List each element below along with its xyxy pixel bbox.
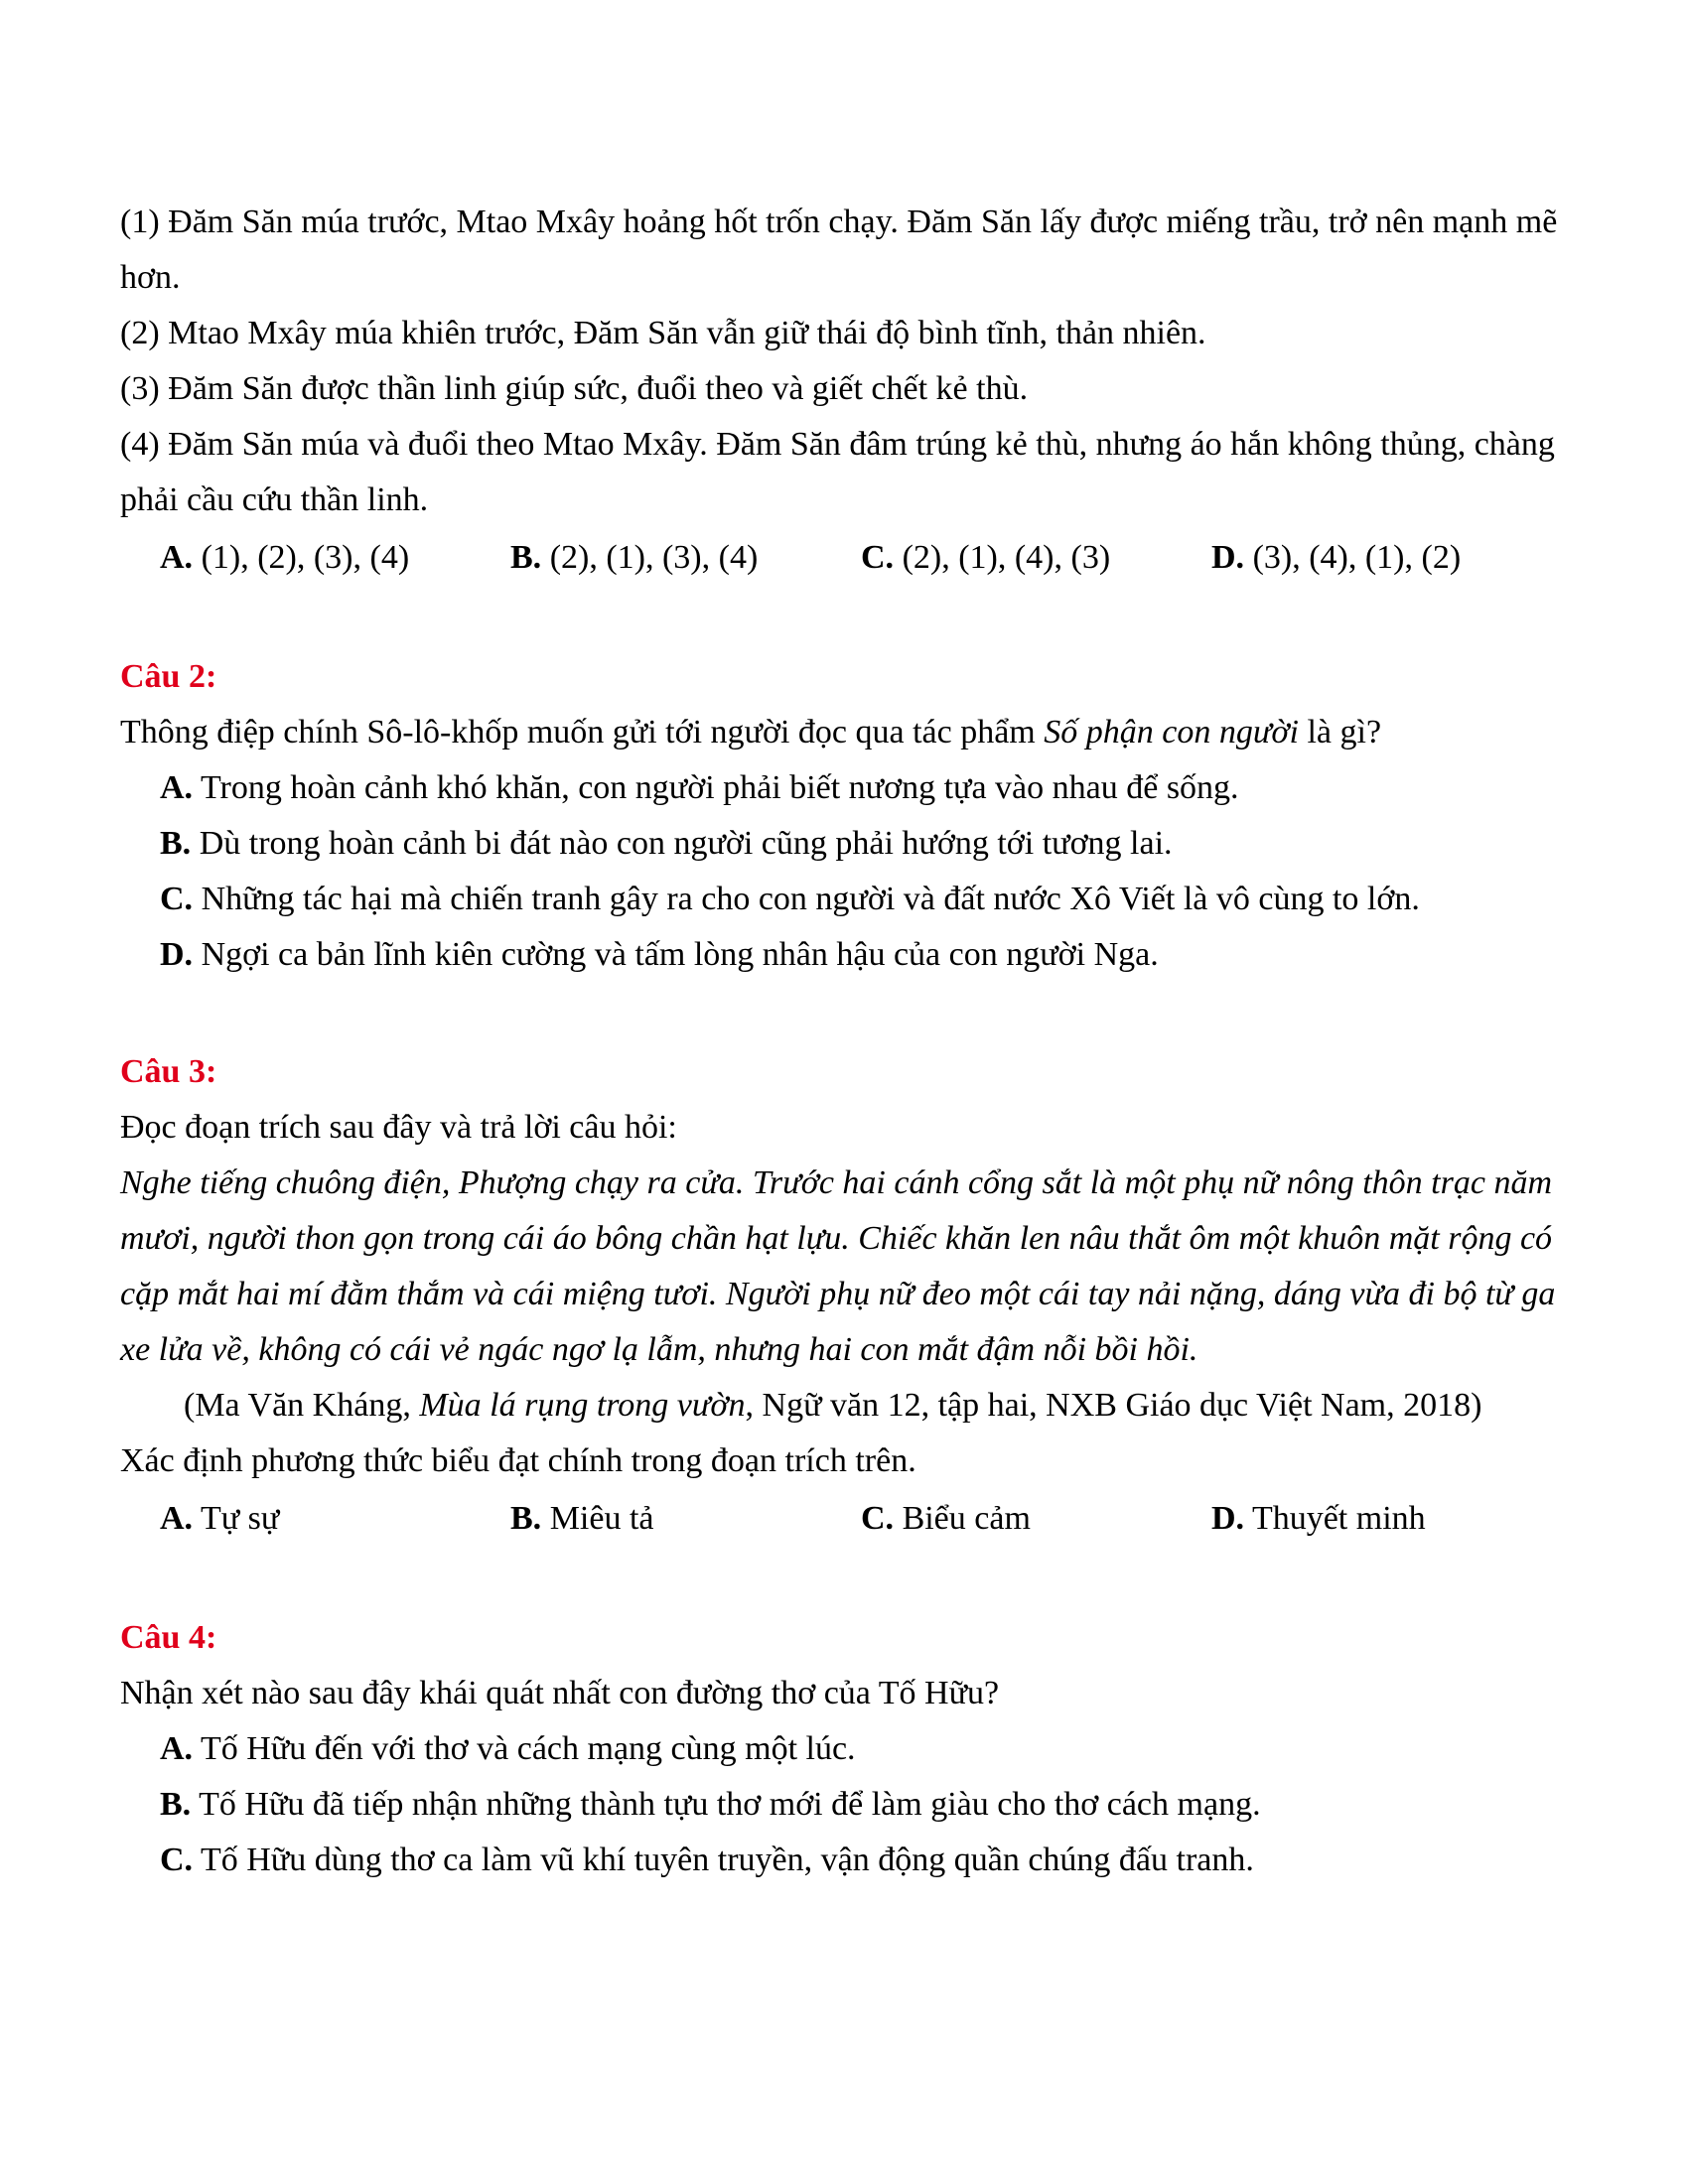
q3-title: Câu 3: xyxy=(120,1053,217,1090)
q3-option-d[interactable]: D. Thuyết minh xyxy=(1211,1500,1426,1537)
q2-stem: Thông điệp chính Sô-lô-khốp muốn gửi tới người đọc qua tác phẩm Số phận con người là gì? xyxy=(120,714,1382,751)
q2-option-b[interactable]: B. Dù trong hoàn cảnh bi đát nào con người cũng phải hướng tới tương lai. xyxy=(160,825,1173,862)
q3-source: (Ma Văn Kháng, Mùa lá rụng trong vườn, Ngữ văn 12, tập hai, NXB Giáo dục Việt Nam, 2018) xyxy=(184,1387,1482,1424)
q4-title: Câu 4: xyxy=(120,1619,217,1656)
q3-option-a[interactable]: A. Tự sự xyxy=(160,1500,280,1537)
q2-work-title: Số phận con người xyxy=(1044,714,1299,751)
q1-item-3: (3) Đăm Săn được thần linh giúp sức, đuổi theo và giết chết kẻ thù. xyxy=(120,370,1029,407)
q3-option-b[interactable]: B. Miêu tả xyxy=(510,1500,654,1537)
q2-title: Câu 2: xyxy=(120,658,217,695)
q1-option-b[interactable]: B. (2), (1), (3), (4) xyxy=(510,539,759,576)
q4-option-c[interactable]: C. Tố Hữu dùng thơ ca làm vũ khí tuyên truyền, vận động quần chúng đấu tranh. xyxy=(160,1842,1254,1878)
document-page xyxy=(120,195,1570,1888)
q4-option-a[interactable]: A. Tố Hữu đến với thơ và cách mạng cùng một lúc. xyxy=(160,1730,856,1767)
q2-option-d[interactable]: D. Ngợi ca bản lĩnh kiên cường và tấm lòng nhân hậu của con người Nga. xyxy=(160,936,1159,973)
q3-options xyxy=(120,1489,1570,1549)
q1-option-c[interactable]: C. (2), (1), (4), (3) xyxy=(861,539,1111,576)
q1-option-a[interactable]: A. (1), (2), (3), (4) xyxy=(160,539,410,576)
q1-item-1: (1) Đăm Săn múa trước, Mtao Mxây hoảng hốt trốn chạy. Đăm Săn lấy được miếng trầu, trở nên mạnh mẽ hơn. xyxy=(120,204,1558,296)
q2-option-a[interactable]: A. Trong hoàn cảnh khó khăn, con người phải biết nương tựa vào nhau để sống. xyxy=(160,769,1239,806)
q2-option-c[interactable]: C. Những tác hại mà chiến tranh gây ra cho con người và đất nước Xô Viết là vô cùng to lớn. xyxy=(160,881,1420,917)
q4-option-b[interactable]: B. Tố Hữu đã tiếp nhận những thành tựu thơ mới để làm giàu cho thơ cách mạng. xyxy=(160,1786,1261,1823)
q3-instruction: Đọc đoạn trích sau đây và trả lời câu hỏi: xyxy=(120,1109,677,1146)
q1-item-4: (4) Đăm Săn múa và đuổi theo Mtao Mxây. Đăm Săn đâm trúng kẻ thù, nhưng áo hắn không thủng, chàng phải cầu cứu thần linh. xyxy=(120,426,1555,518)
q3-excerpt: Nghe tiếng chuông điện, Phượng chạy ra cửa. Trước hai cánh cổng sắt là một phụ nữ nông thôn trạc năm mươi, người thon gọn trong cái áo bông chần hạt lựu. Chiếc khăn len nâu thắt ôm một khuôn mặt rộng có cặp mắt hai mí đằm thắm và cái miệng tươi. Người phụ nữ đeo một cái tay nải nặng, dáng vừa đi bộ từ ga xe lửa về, không có cái vẻ ngác ngơ lạ lẫm, nhưng hai con mắt đậm nỗi bồi hồi. xyxy=(120,1164,1556,1368)
q1-option-d[interactable]: D. (3), (4), (1), (2) xyxy=(1211,539,1462,576)
q1-item-2: (2) Mtao Mxây múa khiên trước, Đăm Săn vẫn giữ thái độ bình tĩnh, thản nhiên. xyxy=(120,315,1206,351)
q3-question: Xác định phương thức biểu đạt chính trong đoạn trích trên. xyxy=(120,1442,916,1479)
q4-stem: Nhận xét nào sau đây khái quát nhất con đường thơ của Tố Hữu? xyxy=(120,1675,1000,1711)
q3-option-c[interactable]: C. Biểu cảm xyxy=(861,1500,1031,1537)
q1-options xyxy=(120,528,1570,588)
